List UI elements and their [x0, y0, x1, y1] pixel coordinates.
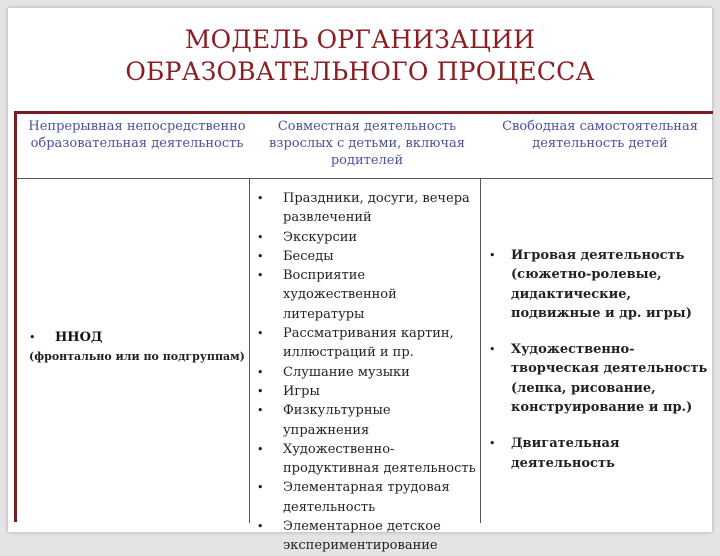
item-text: Рассматривания картин, иллюстраций и пр.: [283, 326, 454, 361]
item-text: Слушание музыки: [283, 364, 410, 380]
list-item: [253, 363, 479, 382]
list-item: [253, 247, 479, 266]
item-text: Беседы: [283, 248, 334, 264]
title-line-1: МОДЕЛЬ ОРГАНИЗАЦИИ: [184, 25, 536, 54]
bullet-icon: •: [489, 343, 496, 357]
free-activity-list: [483, 246, 713, 473]
bullet-icon: •: [257, 520, 264, 534]
header-direct-activity: Непрерывная непосредственно образовательная деятельность: [28, 119, 246, 151]
bullet-icon: •: [257, 481, 264, 495]
table-body: [17, 178, 713, 554]
list-item: [483, 340, 713, 417]
bullet-icon: •: [29, 331, 36, 344]
header-free-activity: Свободная самостоятельная деятельность детей: [502, 119, 698, 151]
item-text: Художественно-творческая деятельность (лепка, рисование, конструирование и пр.): [511, 342, 708, 416]
joint-activity-list: [253, 189, 479, 556]
bullet-icon: •: [257, 365, 264, 379]
column-divider: [480, 179, 481, 523]
list-item: [253, 478, 479, 517]
bullet-icon: •: [257, 192, 264, 205]
column-divider: [249, 179, 250, 523]
list-item: [253, 324, 479, 363]
bullet-icon: •: [489, 249, 496, 262]
item-text: Праздники, досуги, вечера развлечений: [283, 191, 470, 226]
bullet-icon: •: [257, 384, 264, 398]
item-text: Элементарное детское экспериментирование: [283, 519, 441, 554]
item-text: Физкультурные упражнения: [283, 403, 391, 438]
bullet-icon: •: [489, 437, 496, 451]
model-table: [16, 113, 713, 554]
slide-title: [8, 24, 712, 88]
item-note: (фронтально или по подгруппам): [29, 350, 245, 364]
list-item: [253, 266, 479, 324]
item-text: ННОД: [55, 330, 103, 345]
item-text: Экскурсии: [283, 229, 358, 245]
item-text: Восприятие художественной литературы: [283, 268, 397, 322]
list-item: [253, 401, 479, 440]
list-item: [483, 434, 713, 473]
bullet-icon: •: [257, 327, 264, 341]
item-text: Художественно-продуктивная деятельность: [283, 441, 476, 477]
list-item: [253, 440, 479, 479]
item-text: Игры: [283, 383, 320, 399]
list-item: [253, 517, 479, 556]
bullet-icon: •: [257, 404, 264, 418]
item-text: Игровая деятельность (сюжетно-ролевые, дидактические, подвижные и др. игры): [511, 248, 692, 321]
table-header: [17, 118, 713, 174]
title-line-2: ОБРАЗОВАТЕЛЬНОГО ПРОЦЕССА: [125, 57, 595, 86]
bullet-icon: •: [257, 442, 264, 456]
slide: [8, 8, 712, 554]
item-text: Двигательная деятельность: [511, 436, 620, 471]
direct-activity-cell: [25, 328, 247, 365]
list-item: [253, 382, 479, 401]
list-item: [253, 228, 479, 247]
item-text: Элементарная трудовая деятельность: [283, 480, 450, 515]
bullet-icon: •: [257, 230, 264, 244]
bullet-icon: •: [257, 249, 264, 263]
list-item: [483, 246, 713, 323]
header-joint-activity: Совместная деятельность взрослых с детьми, включая родителей: [269, 119, 465, 168]
bullet-icon: •: [257, 269, 264, 283]
list-item: [253, 189, 479, 228]
list-item: [25, 328, 247, 347]
